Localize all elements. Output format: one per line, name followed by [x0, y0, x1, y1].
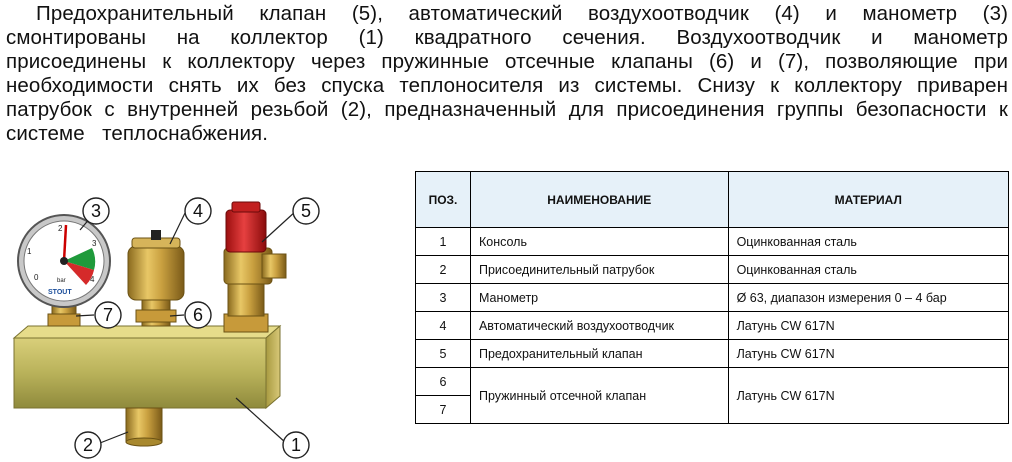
table-row — [416, 340, 1009, 368]
header-pos: ПОЗ. — [416, 172, 471, 228]
row-pos: 5 — [416, 340, 471, 368]
row-pos: 4 — [416, 312, 471, 340]
row-material: Оцинкованная сталь — [728, 256, 1008, 284]
row-pos: 7 — [416, 396, 471, 424]
callout-2: 2 — [82, 435, 94, 455]
row-pos: 3 — [416, 284, 471, 312]
paragraph-line: смонтированы на коллектор (1) квадратного сечения. Воздухоотводчик и манометр — [6, 26, 1008, 49]
row-pos: 6 — [416, 368, 471, 396]
collector-body — [14, 326, 280, 408]
row-name: Присоединительный патрубок — [470, 256, 728, 284]
table-row — [416, 312, 1009, 340]
row-name: Автоматический воздухоотводчик — [470, 312, 728, 340]
header-name: НАИМЕНОВАНИЕ — [470, 172, 728, 228]
paragraph-line: патрубок с внутренней резьбой (2), предназначенный для присоединения группы безопасности к — [6, 98, 1008, 121]
bottom-nozzle — [126, 408, 162, 446]
gauge-tick-2: 2 — [58, 224, 63, 233]
description-paragraph — [6, 2, 1008, 146]
callout-6: 6 — [192, 305, 204, 325]
row-name: Консоль — [470, 228, 728, 256]
gauge-unit: bar — [57, 278, 66, 284]
row-name: Пружинный отсечной клапан — [470, 368, 728, 424]
row-pos: 1 — [416, 228, 471, 256]
gauge-tick-1: 1 — [27, 247, 32, 256]
row-material: Ø 63, диапазон измерения 0 – 4 бар — [728, 284, 1008, 312]
gauge-brand: STOUT — [48, 289, 72, 296]
callout-3: 3 — [90, 201, 102, 221]
row-pos: 2 — [416, 256, 471, 284]
header-material: МАТЕРИАЛ — [728, 172, 1008, 228]
row-material: Оцинкованная сталь — [728, 228, 1008, 256]
table-row — [416, 256, 1009, 284]
safety-valve — [224, 202, 286, 332]
gauge-tick-0: 0 — [34, 273, 39, 282]
table-row — [416, 228, 1009, 256]
air-vent — [128, 230, 184, 326]
paragraph-line: необходимости снять их без спуска теплоносителя из системы. Снизу к коллектору приварен — [6, 74, 1008, 97]
row-name: Предохранительный клапан — [470, 340, 728, 368]
paragraph-line: Предохранительный клапан (5), автоматический воздухоотводчик (4) и манометр (3) — [36, 2, 1008, 25]
callout-7: 7 — [102, 305, 114, 325]
table-header-row — [416, 172, 1009, 228]
paragraph-line: системе теплоснабжения. — [6, 122, 269, 145]
gauge-tick-4: 4 — [90, 275, 95, 284]
callout-1: 1 — [290, 435, 302, 455]
callout-4: 4 — [192, 201, 204, 221]
row-material: Латунь CW 617N — [728, 340, 1008, 368]
table-row — [416, 284, 1009, 312]
row-material: Латунь CW 617N — [728, 368, 1008, 424]
table-row — [416, 368, 1009, 396]
row-material: Латунь CW 617N — [728, 312, 1008, 340]
gauge-tick-3: 3 — [92, 239, 97, 248]
components-table — [415, 171, 1009, 424]
callout-5: 5 — [300, 201, 312, 221]
row-name: Манометр — [470, 284, 728, 312]
paragraph-line: присоединены к коллектору через пружинные отсечные клапаны (6) и (7), позволяющие при — [6, 50, 1008, 73]
safety-group-illustration — [0, 186, 330, 462]
